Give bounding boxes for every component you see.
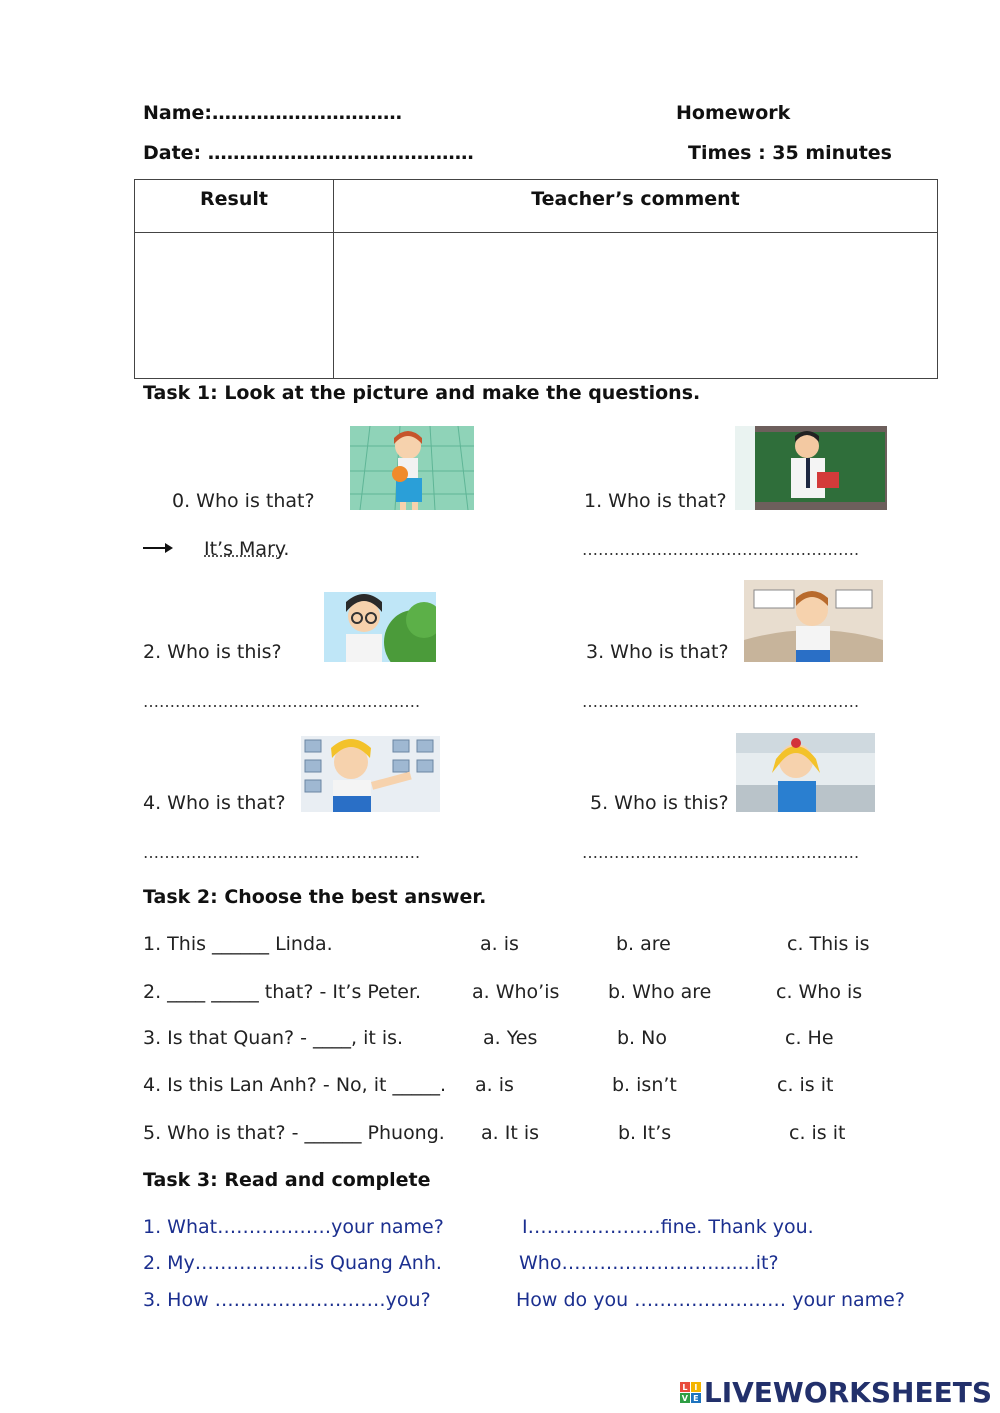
task1-answer-0: It’s Mary. bbox=[204, 538, 290, 560]
task2-question-5: 5. Who is that? - ______ Phuong. bbox=[143, 1122, 445, 1144]
liveworksheets-logo: L I V E LIVEWORKSHEETS bbox=[681, 1376, 992, 1409]
task1-answer-1[interactable]: ……………………………………………. bbox=[582, 540, 860, 559]
task2-option-3c[interactable]: c. He bbox=[785, 1027, 834, 1049]
task1-question-1: 1. Who is that? bbox=[584, 490, 727, 512]
live-badge-icon: L I V E bbox=[680, 1382, 701, 1403]
result-table bbox=[134, 179, 938, 379]
task1-question-4: 4. Who is that? bbox=[143, 792, 286, 814]
task2-question-1: 1. This ______ Linda. bbox=[143, 933, 333, 955]
task3-item-3-left[interactable]: 3. How ………………………you? bbox=[143, 1289, 431, 1311]
time-limit: Times : 35 minutes bbox=[688, 142, 892, 164]
task1-answer-5[interactable]: ……………………………………………. bbox=[582, 843, 860, 862]
task1-question-2: 2. Who is this? bbox=[143, 641, 282, 663]
task2-option-3a[interactable]: a. Yes bbox=[483, 1027, 538, 1049]
task2-option-2a[interactable]: a. Who’is bbox=[472, 981, 560, 1003]
blond-boy-waving-picture bbox=[301, 736, 440, 812]
task1-answer-2[interactable]: ……………………………………………. bbox=[143, 692, 421, 711]
task1-answer-3[interactable]: ……………………………………………. bbox=[582, 692, 860, 711]
teacher-comment-header: Teacher’s comment bbox=[334, 180, 938, 233]
task2-option-5c[interactable]: c. is it bbox=[789, 1122, 846, 1144]
name-field-label: Name:………………………… bbox=[143, 102, 403, 124]
task1-question-0: 0. Who is that? bbox=[172, 490, 315, 512]
task3-item-1-right[interactable]: I…………………fine. Thank you. bbox=[522, 1216, 814, 1238]
girl-with-ball-picture bbox=[350, 426, 474, 510]
task2-option-3b[interactable]: b. No bbox=[617, 1027, 667, 1049]
task1-question-5: 5. Who is this? bbox=[590, 792, 729, 814]
task2-question-3: 3. Is that Quan? - ____, it is. bbox=[143, 1027, 404, 1049]
teacher-man-picture bbox=[735, 426, 887, 510]
result-cell[interactable] bbox=[135, 233, 334, 379]
date-field-label: Date: …………………………………… bbox=[143, 142, 474, 164]
task2-option-5a[interactable]: a. It is bbox=[481, 1122, 539, 1144]
boy-pointing-picture bbox=[744, 580, 883, 662]
task1-title: Task 1: Look at the picture and make the questions. bbox=[143, 382, 701, 404]
task3-item-1-left[interactable]: 1. What………………your name? bbox=[143, 1216, 444, 1238]
task3-item-2-right[interactable]: Who…………………….......it? bbox=[519, 1252, 779, 1274]
task3-item-3-right[interactable]: How do you …………………… your name? bbox=[516, 1289, 905, 1311]
task1-answer-4[interactable]: ……………………………………………. bbox=[143, 843, 421, 862]
task2-question-4: 4. Is this Lan Anh? - No, it _____. bbox=[143, 1074, 447, 1096]
task2-option-1c[interactable]: c. This is bbox=[787, 933, 870, 955]
task2-title: Task 2: Choose the best answer. bbox=[143, 886, 487, 908]
task3-item-2-left[interactable]: 2. My………………is Quang Anh. bbox=[143, 1252, 442, 1274]
boy-with-glasses-picture bbox=[324, 592, 436, 662]
task2-question-2: 2. ____ _____ that? - It’s Peter. bbox=[143, 981, 422, 1003]
task2-option-1a[interactable]: a. is bbox=[480, 933, 519, 955]
task2-option-1b[interactable]: b. are bbox=[616, 933, 671, 955]
task2-option-5b[interactable]: b. It’s bbox=[618, 1122, 672, 1144]
blond-girl-picture bbox=[736, 733, 875, 812]
arrow-right-icon bbox=[143, 540, 175, 556]
task3-title: Task 3: Read and complete bbox=[143, 1169, 431, 1191]
task2-option-4c[interactable]: c. is it bbox=[777, 1074, 834, 1096]
task1-question-3: 3. Who is that? bbox=[586, 641, 729, 663]
task2-option-2c[interactable]: c. Who is bbox=[776, 981, 863, 1003]
result-header: Result bbox=[135, 180, 334, 233]
worksheet-title: Homework bbox=[676, 102, 791, 124]
task2-option-4b[interactable]: b. isn’t bbox=[612, 1074, 677, 1096]
task2-option-4a[interactable]: a. is bbox=[475, 1074, 514, 1096]
teacher-comment-cell[interactable] bbox=[334, 233, 938, 379]
task2-option-2b[interactable]: b. Who are bbox=[608, 981, 712, 1003]
